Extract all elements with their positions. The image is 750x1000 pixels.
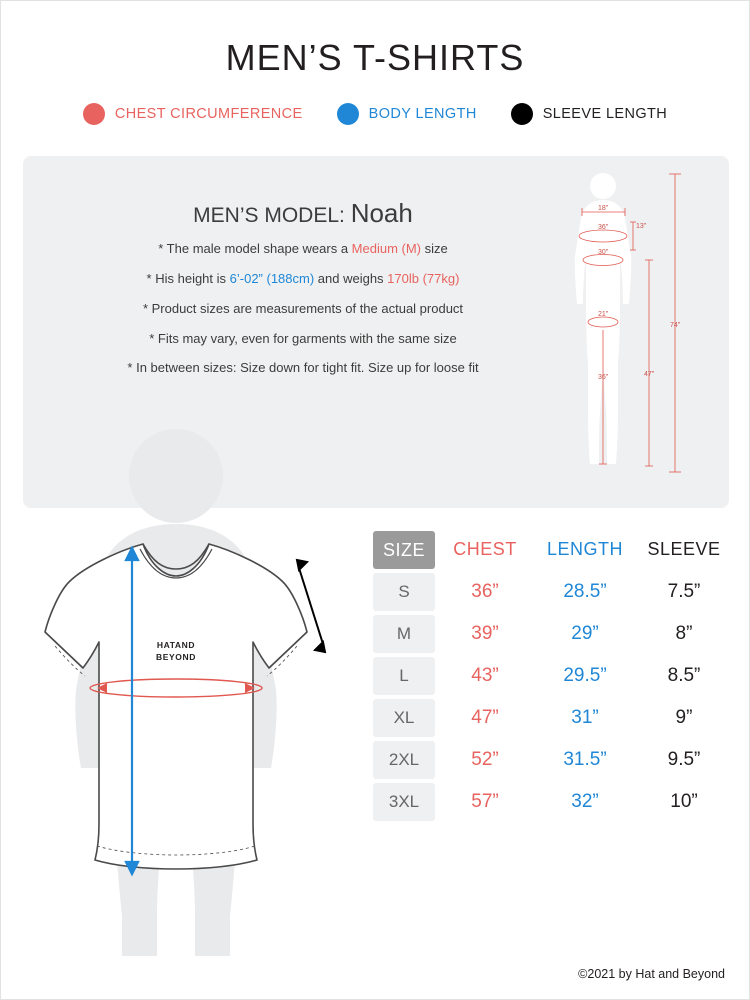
- size-table: [373, 529, 733, 822]
- table-row: [373, 613, 733, 654]
- model-name: Noah: [350, 198, 413, 228]
- table-row: [373, 739, 733, 780]
- sleeve-dot-icon: [511, 103, 533, 125]
- label-chest: 36”: [597, 224, 609, 231]
- note-hw-mid: and weighs: [314, 270, 388, 286]
- row-chest: 36”: [471, 580, 499, 602]
- row-sleeve: 9.5”: [667, 748, 701, 770]
- header-size: SIZE: [373, 531, 435, 569]
- table-row: [373, 655, 733, 696]
- row-chest: 57”: [471, 790, 499, 812]
- table-row: [373, 571, 733, 612]
- legend-label-sleeve: SLEEVE LENGTH: [542, 106, 668, 122]
- length-dot-icon: [337, 103, 359, 125]
- row-length: 31.5”: [563, 748, 607, 770]
- row-size: L: [373, 657, 435, 695]
- label-inseam: 36”: [597, 374, 609, 381]
- legend-item-length: [337, 103, 477, 125]
- row-length: 31”: [571, 706, 599, 728]
- chest-dot-icon: [83, 103, 105, 125]
- row-sleeve: 9”: [675, 706, 693, 728]
- shirt-svg: [11, 416, 361, 956]
- label-shoulder: 18”: [597, 205, 609, 212]
- model-figure: [541, 164, 711, 504]
- legend-label-chest: CHEST CIRCUMFERENCE: [114, 106, 303, 122]
- header-length: LENGTH: [546, 539, 623, 559]
- note-hw-pre: * His height is: [146, 270, 230, 286]
- table-header-row: [373, 529, 733, 570]
- brand-line-1: HATAND: [156, 640, 196, 650]
- row-chest: 47”: [471, 706, 499, 728]
- row-chest: 39”: [471, 622, 499, 644]
- row-size: S: [373, 573, 435, 611]
- note-fit-vary: * Fits may vary, even for garments with the same size: [149, 330, 457, 346]
- brand-line-2: BEYOND: [156, 652, 196, 662]
- note-hw-height: 6’-02” (188cm): [229, 270, 315, 286]
- row-sleeve: 8.5”: [667, 664, 701, 686]
- row-size: M: [373, 615, 435, 653]
- model-figure-svg: [541, 164, 711, 504]
- row-size: 2XL: [373, 741, 435, 779]
- model-heading: [63, 198, 543, 229]
- legend-item-chest: [83, 103, 303, 125]
- table-row: [373, 781, 733, 822]
- label-hip: 21”: [597, 311, 609, 318]
- header-chest: CHEST: [453, 539, 517, 559]
- row-length: 28.5”: [563, 580, 607, 602]
- row-length: 29.5”: [563, 664, 607, 686]
- note-size: [63, 240, 543, 259]
- model-notes: [63, 240, 543, 389]
- note-in-between: * In between sizes: Size down for tight fit. Size up for loose fit: [127, 360, 479, 376]
- legend-item-sleeve: [511, 103, 667, 125]
- note-size-post: size: [421, 241, 448, 256]
- row-sleeve: 10”: [670, 790, 698, 812]
- row-chest: 52”: [471, 748, 499, 770]
- row-size: 3XL: [373, 783, 435, 821]
- legend-label-length: BODY LENGTH: [368, 106, 477, 122]
- page-title: MEN’S T-SHIRTS: [225, 37, 525, 78]
- label-sleeve: 13”: [635, 223, 647, 230]
- header-sleeve: SLEEVE: [647, 539, 721, 559]
- row-sleeve: 8”: [675, 622, 693, 644]
- label-outseam: 47”: [643, 371, 655, 378]
- row-length: 29”: [571, 622, 599, 644]
- note-height-weight: [63, 270, 543, 289]
- label-height: 74”: [669, 322, 681, 329]
- note-size-pre: * The male model shape wears a: [158, 241, 352, 256]
- row-length: 32”: [571, 790, 599, 812]
- note-size-highlight: Medium (M): [351, 241, 422, 256]
- copyright-footer: ©2021 by Hat and Beyond: [578, 967, 725, 981]
- note-product-sizes: * Product sizes are measurements of the actual product: [142, 300, 464, 316]
- note-hw-weight: 170lb (77kg): [387, 270, 460, 286]
- label-waist: 30”: [597, 249, 609, 256]
- row-chest: 43”: [471, 664, 499, 686]
- row-sleeve: 7.5”: [667, 580, 701, 602]
- model-heading-prefix: MEN’S MODEL:: [193, 204, 351, 227]
- shirt-illustration: [11, 416, 361, 956]
- row-size: XL: [373, 699, 435, 737]
- legend: [1, 103, 749, 125]
- table-row: [373, 697, 733, 738]
